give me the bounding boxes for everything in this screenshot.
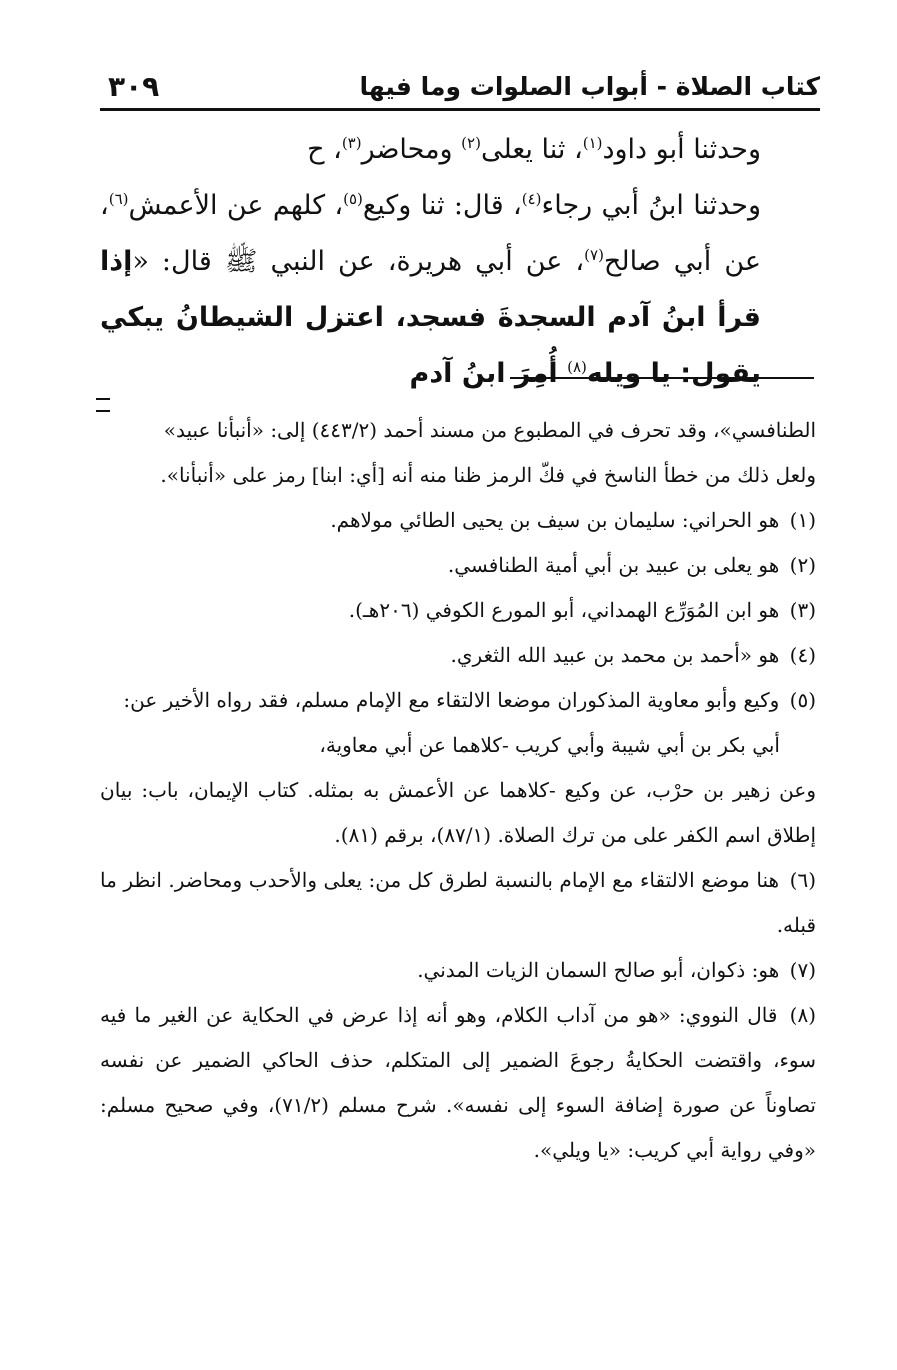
main-text — [100, 122, 816, 402]
footnote-4 — [100, 633, 816, 678]
footnote-ref: (١) — [582, 134, 603, 152]
text: ، ح — [307, 134, 342, 165]
running-title: كتاب الصلاة - أبواب الصلوات وما فيها — [359, 72, 820, 101]
footnote-separator — [510, 377, 814, 379]
footnote-text: وكيع وأبو معاوية المذكوران موضعا الالتقاء مع الإمام مسلم، فقد رواه الأخير عن: — [123, 688, 780, 712]
hadith-text: أُمِرَ ابنُ آدم — [409, 358, 568, 389]
footnote-ref: (٨) — [567, 358, 587, 376]
footnote-ref: (٦) — [108, 190, 129, 208]
footnote-ref: (٥) — [343, 190, 363, 208]
text: ، عن أبي هريرة، عن النبي ﷺ قال: « — [132, 246, 585, 277]
text: ، قال: ثنا وكيع — [362, 190, 522, 221]
footnote-2 — [100, 543, 816, 588]
footnote-5-line-3: وعن زهير بن حرْب، عن وكيع -كلاهما عن الأعمش به بمثله. كتاب الإيمان، باب: بيان إطلاق اسم الكفر على من ترك الصلاة. (٨٧/١)، برقم (٨١). — [100, 778, 816, 847]
footnote-text: هنا موضع الالتقاء مع الإمام بالنسبة لطرق كل من: يعلى والأحدب ومحاضر. انظر ما قبله. — [100, 868, 816, 937]
footnote-number: (٤) — [789, 643, 816, 667]
footnote-ref: (٤) — [521, 190, 542, 208]
footnote-text: هو «أحمد بن محمد بن عبيد الله الثغري. — [450, 643, 780, 667]
main-line-1 — [100, 122, 816, 178]
footnote-5-line-2: أبي بكر بن أبي شيبة وأبي كريب -كلاهما عن أبي معاوية، — [319, 733, 780, 757]
page-header — [100, 68, 820, 111]
footnote-number: (٥) — [789, 688, 816, 712]
footnote-3 — [100, 588, 816, 633]
text: ومحاضر — [361, 134, 462, 165]
main-paragraph-2 — [100, 178, 816, 402]
footnote-7 — [100, 948, 816, 993]
footnote-number: (٨) — [789, 1003, 817, 1027]
footnote-8 — [100, 993, 816, 1173]
text: وحدثنا أبو داود — [602, 134, 761, 165]
text: ، عن أبي صالح — [100, 190, 761, 277]
footnote-text: هو الحراني: سليمان بن سيف بن يحيى الطائي مولاهم. — [330, 508, 780, 532]
footnote-6 — [100, 858, 816, 948]
footnote-text: هو ابن المُوَرِّع الهمداني، أبو المورع الكوفي (٢٠٦هـ). — [348, 598, 780, 622]
footnote-number: (٦) — [789, 868, 817, 892]
text: ، ثنا يعلى — [480, 134, 583, 165]
footnote-number: (١) — [789, 508, 816, 532]
footnote-number: (٧) — [789, 958, 816, 982]
footnote-5 — [100, 678, 816, 723]
footnote-text: هو: ذكوان، أبو صالح السمان الزيات المدني. — [417, 958, 780, 982]
footnote-ref: (٣) — [341, 134, 362, 152]
footnote-text: قال النووي: «هو من آداب الكلام، وهو أنه إذا عرض في الحكاية عن الغير ما فيه سوء، واقتضت الحكايةُ رجوعَ الضمير إلى المتكلم، حذف الحاكي الضمير عن نفسه تصاوناً عن صورة إضافة السوء إلى نفسه». شرح مسلم (٧١/٢)، وفي صحيح مسلم: «وفي رواية أبي كريب: «يا ويلي». — [100, 1003, 816, 1162]
page-number: ٣٠٩ — [108, 70, 160, 103]
footnote-ref: (٢) — [461, 134, 481, 152]
footnote-text: هو يعلى بن عبيد بن أبي أمية الطنافسي. — [447, 553, 780, 577]
footnote-ref: (٧) — [584, 246, 604, 264]
footnote-carryover-1: الطنافسي»، وقد تحرف في المطبوع من مسند أحمد (٤٤٣/٢) إلى: «أنبأنا عبيد» — [163, 418, 816, 442]
text: وحدثنا ابنُ أبي رجاء — [541, 190, 762, 221]
footnote-1 — [100, 498, 816, 543]
text: ، كلهم عن الأعمش — [128, 190, 344, 221]
footnotes — [100, 408, 816, 1173]
footnote-carryover-2: ولعل ذلك من خطأ الناسخ في فكّ الرمز ظنا منه أنه [أي: ابنا] رمز على «أنبأنا». — [160, 463, 816, 487]
footnote-number: (٣) — [789, 598, 816, 622]
hadith-text: إذا قرأ ابنُ آدم السجدةَ فسجد، اعتزل الشيطانُ يبكي يقول: يا ويله — [100, 246, 761, 389]
footnote-number: (٢) — [789, 553, 816, 577]
